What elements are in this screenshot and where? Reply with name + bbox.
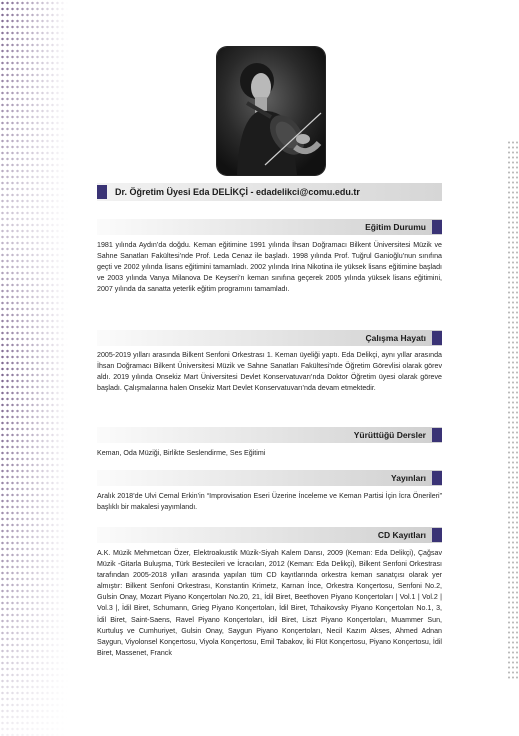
- section-title-yayinlar: Yayınları: [391, 473, 426, 483]
- section-body-yayinlar: Aralık 2018’de Ulvi Cemal Erkin’in “Improvisation Eseri Üzerine İnceleme ve Keman Partisi İçin İcra Önerileri” başlıklı bir makalesi yayımlandı.: [97, 492, 442, 512]
- section-title-egitim: Eğitim Durumu: [365, 222, 426, 232]
- section-body-cd: A.K. Müzik Mehmetcan Özer, Elektroakustik Müzik-Siyah Kalem Dansı, 2009 (Keman: Eda Delikçi), Çağsav Müzik -Gitarla Buluşma, Türk Bestecileri ve İcracıları, 2012 (Keman: Eda Delikçi), Bilkent Senfoni Orkestrası tarafından 2005-2018 yılları arasında yapılan tüm CD kayıtlarında orkestra keman sanatçısı olarak yer almıştır: Bilkent Senfoni Orkestrası, Konstantin Krimetz, Karnan İnce, Orkestra Konçertosu, Senfoni No.2, Gulsin Onay, Mozart Piyano Konçertoları No.20, 21, İdil Biret, Beethoven Piyano Konçertoları | Vol.1 | Vol.2 | Vol.3 |, İdil Biret, Schumann, Grieg Piyano Konçertoları, İdil Biret, Tchaikovsky Piyano Konçertoları No.1, 3, İdil Biret, Saint-Saens, Ravel Piyano Konçertoları, İdil Biret, Liszt Piyano Konçertoları, Muammer Sun, Kurtuluş ve Cumhuriyet, Gulsin Onay, Saygun Piyano Konçertoları, Necil Kazım Akses, Ahmed Adnan Saygun, Viyolonsel Konçertosu, Viyola Konçertosu, Emil Tabakov, İki Flüt Konçertosu, Piyano Konçertosu, İdil Biret, Massenet, Franck: [97, 549, 442, 657]
- header-marker: [97, 185, 107, 199]
- section-header-cd: [97, 527, 442, 543]
- section-body-calisma: 2005-2019 yılları arasında Bilkent Senfoni Orkestrası 1. Keman üyeliği yaptı. Eda Delikçi, aynı yıllar arasında İhsan Doğramacı Bilkent Üniversitesi Müzik ve Sahne Sanatları Fakültesi’nde Öğretim Görevlisi olarak görev aldı. 2019 yılında Onsekiz Mart Üniversitesi Devlet Konservatuvarı’nda Doktor Öğretim üyesi olarak göreve başladı. Çalışmalarına halen Onsekiz Mart Devlet Konservatuvarı’nda devam etmektedir.: [97, 351, 442, 393]
- section-title-cd: CD Kayıtları: [377, 530, 426, 540]
- section-body-egitim: 1981 yılında Aydın’da doğdu. Keman eğitimine 1991 yılında İhsan Doğramacı Bilkent Üniversitesi Müzik ve Sahne Sanatları Fakültesi’nde Prof. Leda Cenaz ile başladı. 1998 yılında Prof. Tuğrul Ganioğlu’nun sınıfına geçti ve 2002 yılında lisans eğitimini tamamladı. 2002 yılında Irina Nikotina ile yüksek lisans eğitimine başladı ve 2003 yılında Vanya Milanova De Keyseri’n keman sınıfına geçerek 2005 yılında yüksek lisans eğitimini, 2007 yılında da sanatta yeterlik eğitim programını tamamladı.: [97, 241, 442, 294]
- dot-pattern-fade: [0, 0, 80, 736]
- section-body-dersler: Keman, Oda Müziği, Birlikte Seslendirme, Ses Eğitimi: [97, 449, 266, 457]
- section-header-dersler: [97, 427, 442, 443]
- decorative-dot-pattern-right: [507, 140, 519, 680]
- section-title-calisma: Çalışma Hayatı: [365, 333, 426, 343]
- profile-photo: [217, 47, 325, 175]
- section-marker: [432, 331, 442, 345]
- section-marker: [432, 528, 442, 542]
- section-marker: [432, 471, 442, 485]
- name-email-text: Dr. Öğretim Üyesi Eda DELİKÇİ - edadelikci@comu.edu.tr: [115, 187, 360, 197]
- section-header-egitim: [97, 219, 442, 235]
- name-header-bar: [97, 183, 442, 201]
- section-marker: [432, 428, 442, 442]
- section-marker: [432, 220, 442, 234]
- section-header-yayinlar: [97, 470, 442, 486]
- section-header-calisma: [97, 330, 442, 346]
- section-title-dersler: Yürüttüğü Dersler: [353, 430, 426, 440]
